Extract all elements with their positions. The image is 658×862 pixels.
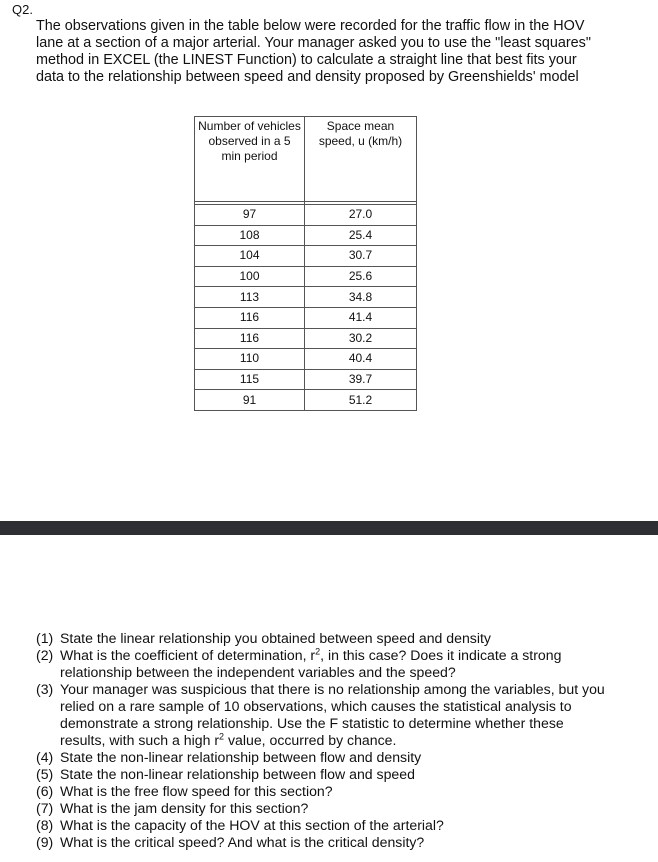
question-item-number: (2)	[36, 647, 54, 663]
question-item-text: What is the critical speed? And what is the critical density?	[60, 834, 425, 850]
question-item-text: What is the jam density for this section?	[60, 800, 309, 816]
table-header-row	[195, 117, 417, 202]
table-row	[195, 205, 417, 226]
question-item-number: (8)	[36, 817, 54, 833]
speed-cell: 30.2	[305, 328, 417, 349]
vehicle-count-cell: 116	[195, 307, 305, 328]
speed-cell: 30.7	[305, 246, 417, 267]
question-item-text: State the linear relationship you obtained between speed and density	[60, 630, 491, 646]
question-item-text: State the non-linear relationship between flow and density	[60, 749, 422, 765]
vehicle-count-cell: 104	[195, 246, 305, 267]
table-row	[195, 328, 417, 349]
table-row	[195, 349, 417, 370]
speed-cell: 40.4	[305, 349, 417, 370]
question-item	[36, 783, 606, 800]
question-item-text: What is the coefficient of determination, r	[60, 647, 316, 663]
speed-cell: 39.7	[305, 369, 417, 390]
question-item-number: (7)	[36, 800, 54, 816]
speed-cell: 51.2	[305, 390, 417, 411]
speed-cell: 25.6	[305, 266, 417, 287]
table-row	[195, 390, 417, 411]
question-item	[36, 647, 606, 681]
question-item	[36, 630, 606, 647]
question-item	[36, 817, 606, 834]
question-item-number: (9)	[36, 834, 54, 850]
vehicle-count-cell: 91	[195, 390, 305, 411]
speed-cell: 34.8	[305, 287, 417, 308]
vehicle-count-cell: 116	[195, 328, 305, 349]
question-item	[36, 834, 606, 851]
question-item-number: (6)	[36, 783, 54, 799]
section-divider	[0, 521, 658, 535]
table-row	[195, 266, 417, 287]
question-item-number: (3)	[36, 681, 54, 697]
table-row	[195, 307, 417, 328]
table-row	[195, 246, 417, 267]
table-body	[195, 202, 417, 411]
header-vehicle-count: Number of vehicles observed in a 5 min period	[195, 117, 305, 202]
speed-cell: 41.4	[305, 307, 417, 328]
question-item-text: , in this case? Does it indicate a strong relationship between the independent variables and the speed?	[60, 647, 562, 680]
table-row	[195, 287, 417, 308]
question-item-text: value, occurred by chance.	[224, 732, 397, 748]
vehicle-count-cell: 97	[195, 205, 305, 226]
speed-cell: 25.4	[305, 225, 417, 246]
table-row	[195, 225, 417, 246]
question-item-text: State the non-linear relationship between flow and speed	[60, 766, 415, 782]
question-item-text: Your manager was suspicious that there is no relationship among the variables, but you relied on a rare sample of 10 observations, which causes the statistical analysis to demonstrate a strong relationship. Use the F statistic to determine whether these results, with such a high r	[60, 681, 605, 748]
vehicle-count-cell: 110	[195, 349, 305, 370]
question-list	[36, 630, 606, 851]
question-item-text: What is the capacity of the HOV at this section of the arterial?	[60, 817, 444, 833]
question-number: Q2.	[12, 2, 33, 17]
superscript: 2	[219, 731, 225, 742]
question-item-number: (5)	[36, 766, 54, 782]
problem-statement: The observations given in the table below were recorded for the traffic flow in the HOV lane at a section of a major arterial. Your manager asked you to use the "least squares" method in EXCEL (the LINEST Function) to calculate a straight line that best fits your data to the relationship between speed and density proposed by Greenshields' model	[36, 18, 591, 85]
question-item-number: (4)	[36, 749, 54, 765]
speed-cell: 27.0	[305, 205, 417, 226]
question-item-text: What is the free flow speed for this section?	[60, 783, 333, 799]
vehicle-count-cell: 108	[195, 225, 305, 246]
observations-table	[194, 116, 417, 411]
header-space-mean-speed: Space mean speed, u (km/h)	[305, 117, 417, 202]
question-item-number: (1)	[36, 630, 54, 646]
question-item	[36, 800, 606, 817]
superscript: 2	[315, 646, 321, 657]
question-item	[36, 766, 606, 783]
vehicle-count-cell: 115	[195, 369, 305, 390]
vehicle-count-cell: 113	[195, 287, 305, 308]
vehicle-count-cell: 100	[195, 266, 305, 287]
question-item	[36, 749, 606, 766]
table-row	[195, 369, 417, 390]
question-item	[36, 681, 606, 749]
